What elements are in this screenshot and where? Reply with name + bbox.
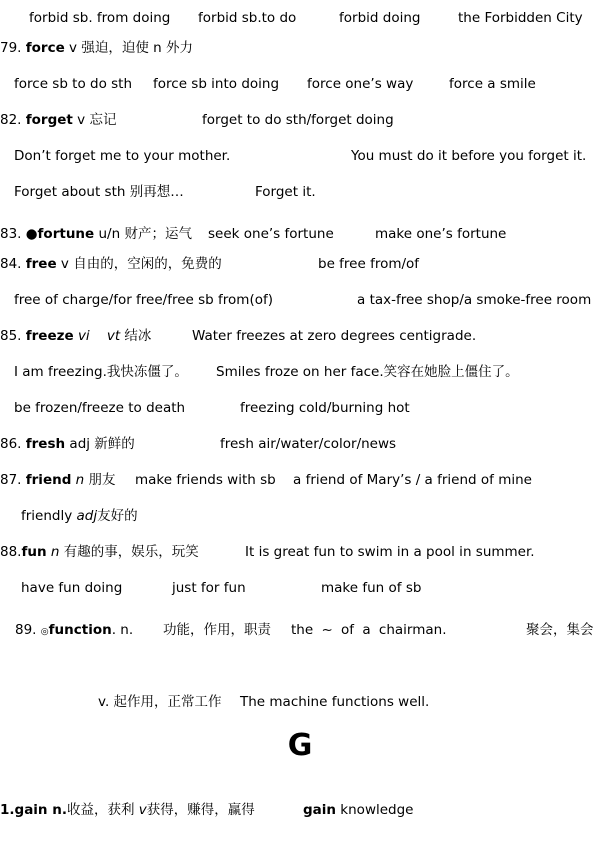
example: the ~ of a chairman. — [291, 622, 447, 638]
headword: fun — [21, 544, 47, 560]
part-of-speech: n — [50, 544, 60, 560]
headword: force — [25, 40, 65, 56]
definition: 功能，作用，职责 — [163, 622, 271, 638]
phrase: make friends with sb — [135, 472, 276, 488]
example: The machine functions well. — [240, 694, 430, 710]
phrase: have fun doing — [21, 580, 123, 596]
entry-79-heading — [0, 39, 193, 57]
entry-85-heading — [0, 327, 151, 345]
phrase-rest: knowledge — [336, 802, 414, 818]
entry-number: 87. — [0, 472, 22, 488]
phrase: make one’s fortune — [375, 226, 507, 242]
phrase-keyword: gain — [303, 802, 337, 818]
example: It is great fun to swim in a pool in summer. — [245, 544, 535, 560]
phrase — [303, 801, 413, 819]
definition: 聚会，集会 — [526, 622, 594, 638]
headword: free — [25, 256, 57, 272]
definition: adj 新鲜的 — [65, 436, 135, 452]
phrase-forbid-doing: forbid doing — [339, 10, 421, 26]
definition: 获得，赚得，赢得 — [146, 802, 255, 818]
example: Forget about sth 别再想… — [14, 184, 184, 200]
definition: 友好的 — [97, 508, 138, 524]
derived-headword: friendly — [21, 508, 77, 524]
entry-number: 1. — [0, 802, 15, 818]
part-of-speech: . n. — [111, 622, 134, 638]
entry-86-heading — [0, 435, 135, 453]
phrase: make fun of sb — [321, 580, 422, 596]
example: You must do it before you forget it. — [351, 148, 587, 164]
entry-83-heading — [0, 225, 192, 243]
headword: fresh — [25, 436, 66, 452]
phrase-forbidden-city: the Forbidden City — [458, 10, 583, 26]
phrase: seek one’s fortune — [208, 226, 334, 242]
entry-89-heading — [15, 621, 133, 641]
phrase: freezing cold/burning hot — [240, 400, 410, 416]
phrase-forbid-from: forbid sb. from doing — [29, 10, 171, 26]
definition: 收益，获利 — [66, 802, 139, 818]
headword: ●fortune — [25, 226, 95, 242]
phrase: a friend of Mary’s / a friend of mine — [293, 472, 532, 488]
entry-number: 86. — [0, 436, 22, 452]
entry-87-heading — [0, 471, 116, 489]
usage: forget to do sth/forget doing — [202, 112, 394, 128]
definition: v 忘记 — [72, 112, 117, 128]
entry-number: 83. — [0, 226, 22, 242]
headword: forget — [25, 112, 73, 128]
entry-number: 82. — [0, 112, 22, 128]
verb-definition: v. 起作用，正常工作 — [98, 694, 222, 710]
example: I am freezing.我快冻僵了。 — [14, 364, 188, 380]
phrase: force sb to do sth — [14, 76, 133, 92]
part-of-speech: vi vt — [77, 328, 121, 344]
phrase: force sb into doing — [153, 76, 280, 92]
section-heading: G — [287, 728, 313, 763]
headword: freeze — [25, 328, 74, 344]
phrase: fresh air/water/color/news — [220, 436, 397, 452]
derived-word — [21, 507, 138, 525]
entry-84-heading — [0, 255, 222, 273]
example: Forget it. — [255, 184, 316, 200]
definition: 有趣的事，娱乐，玩笑 — [59, 544, 199, 560]
definition: v 自由的，空闲的，免费的 — [56, 256, 222, 272]
entry-g1-heading — [0, 801, 255, 819]
definition: 朋友 — [84, 472, 116, 488]
phrase: free of charge/for free/free sb from(of) — [14, 292, 273, 308]
entry-number: 85. — [0, 328, 22, 344]
headword: friend — [25, 472, 72, 488]
part-of-speech: n — [75, 472, 85, 488]
definition: v 强迫，迫使 n 外力 — [64, 40, 193, 56]
circle-mark-icon: ◎ — [40, 627, 49, 637]
definition: u/n 财产；运气 — [94, 226, 192, 242]
entry-number: 84. — [0, 256, 22, 272]
entry-number: 88. — [0, 544, 22, 560]
phrase: force a smile — [449, 76, 536, 92]
entry-number: 89. — [15, 622, 37, 638]
entry-88-heading — [0, 543, 199, 561]
example: Smiles froze on her face.笑容在她脸上僵住了。 — [216, 364, 519, 380]
phrase-forbid-to-do: forbid sb.to do — [198, 10, 297, 26]
example: Water freezes at zero degrees centigrade. — [192, 328, 477, 344]
entry-82-heading — [0, 111, 116, 129]
headword: function — [48, 622, 112, 638]
headword: gain n. — [14, 802, 67, 818]
phrase: be frozen/freeze to death — [14, 400, 186, 416]
phrase: force one’s way — [307, 76, 414, 92]
example: Don’t forget me to your mother. — [14, 148, 231, 164]
entry-number: 79. — [0, 40, 22, 56]
definition: 结冰 — [120, 328, 152, 344]
part-of-speech: v — [138, 802, 147, 818]
phrase: a tax-free shop/a smoke-free room — [357, 292, 592, 308]
phrase: just for fun — [172, 580, 246, 596]
part-of-speech: adj — [76, 508, 98, 524]
phrase: be free from/of — [318, 256, 420, 272]
